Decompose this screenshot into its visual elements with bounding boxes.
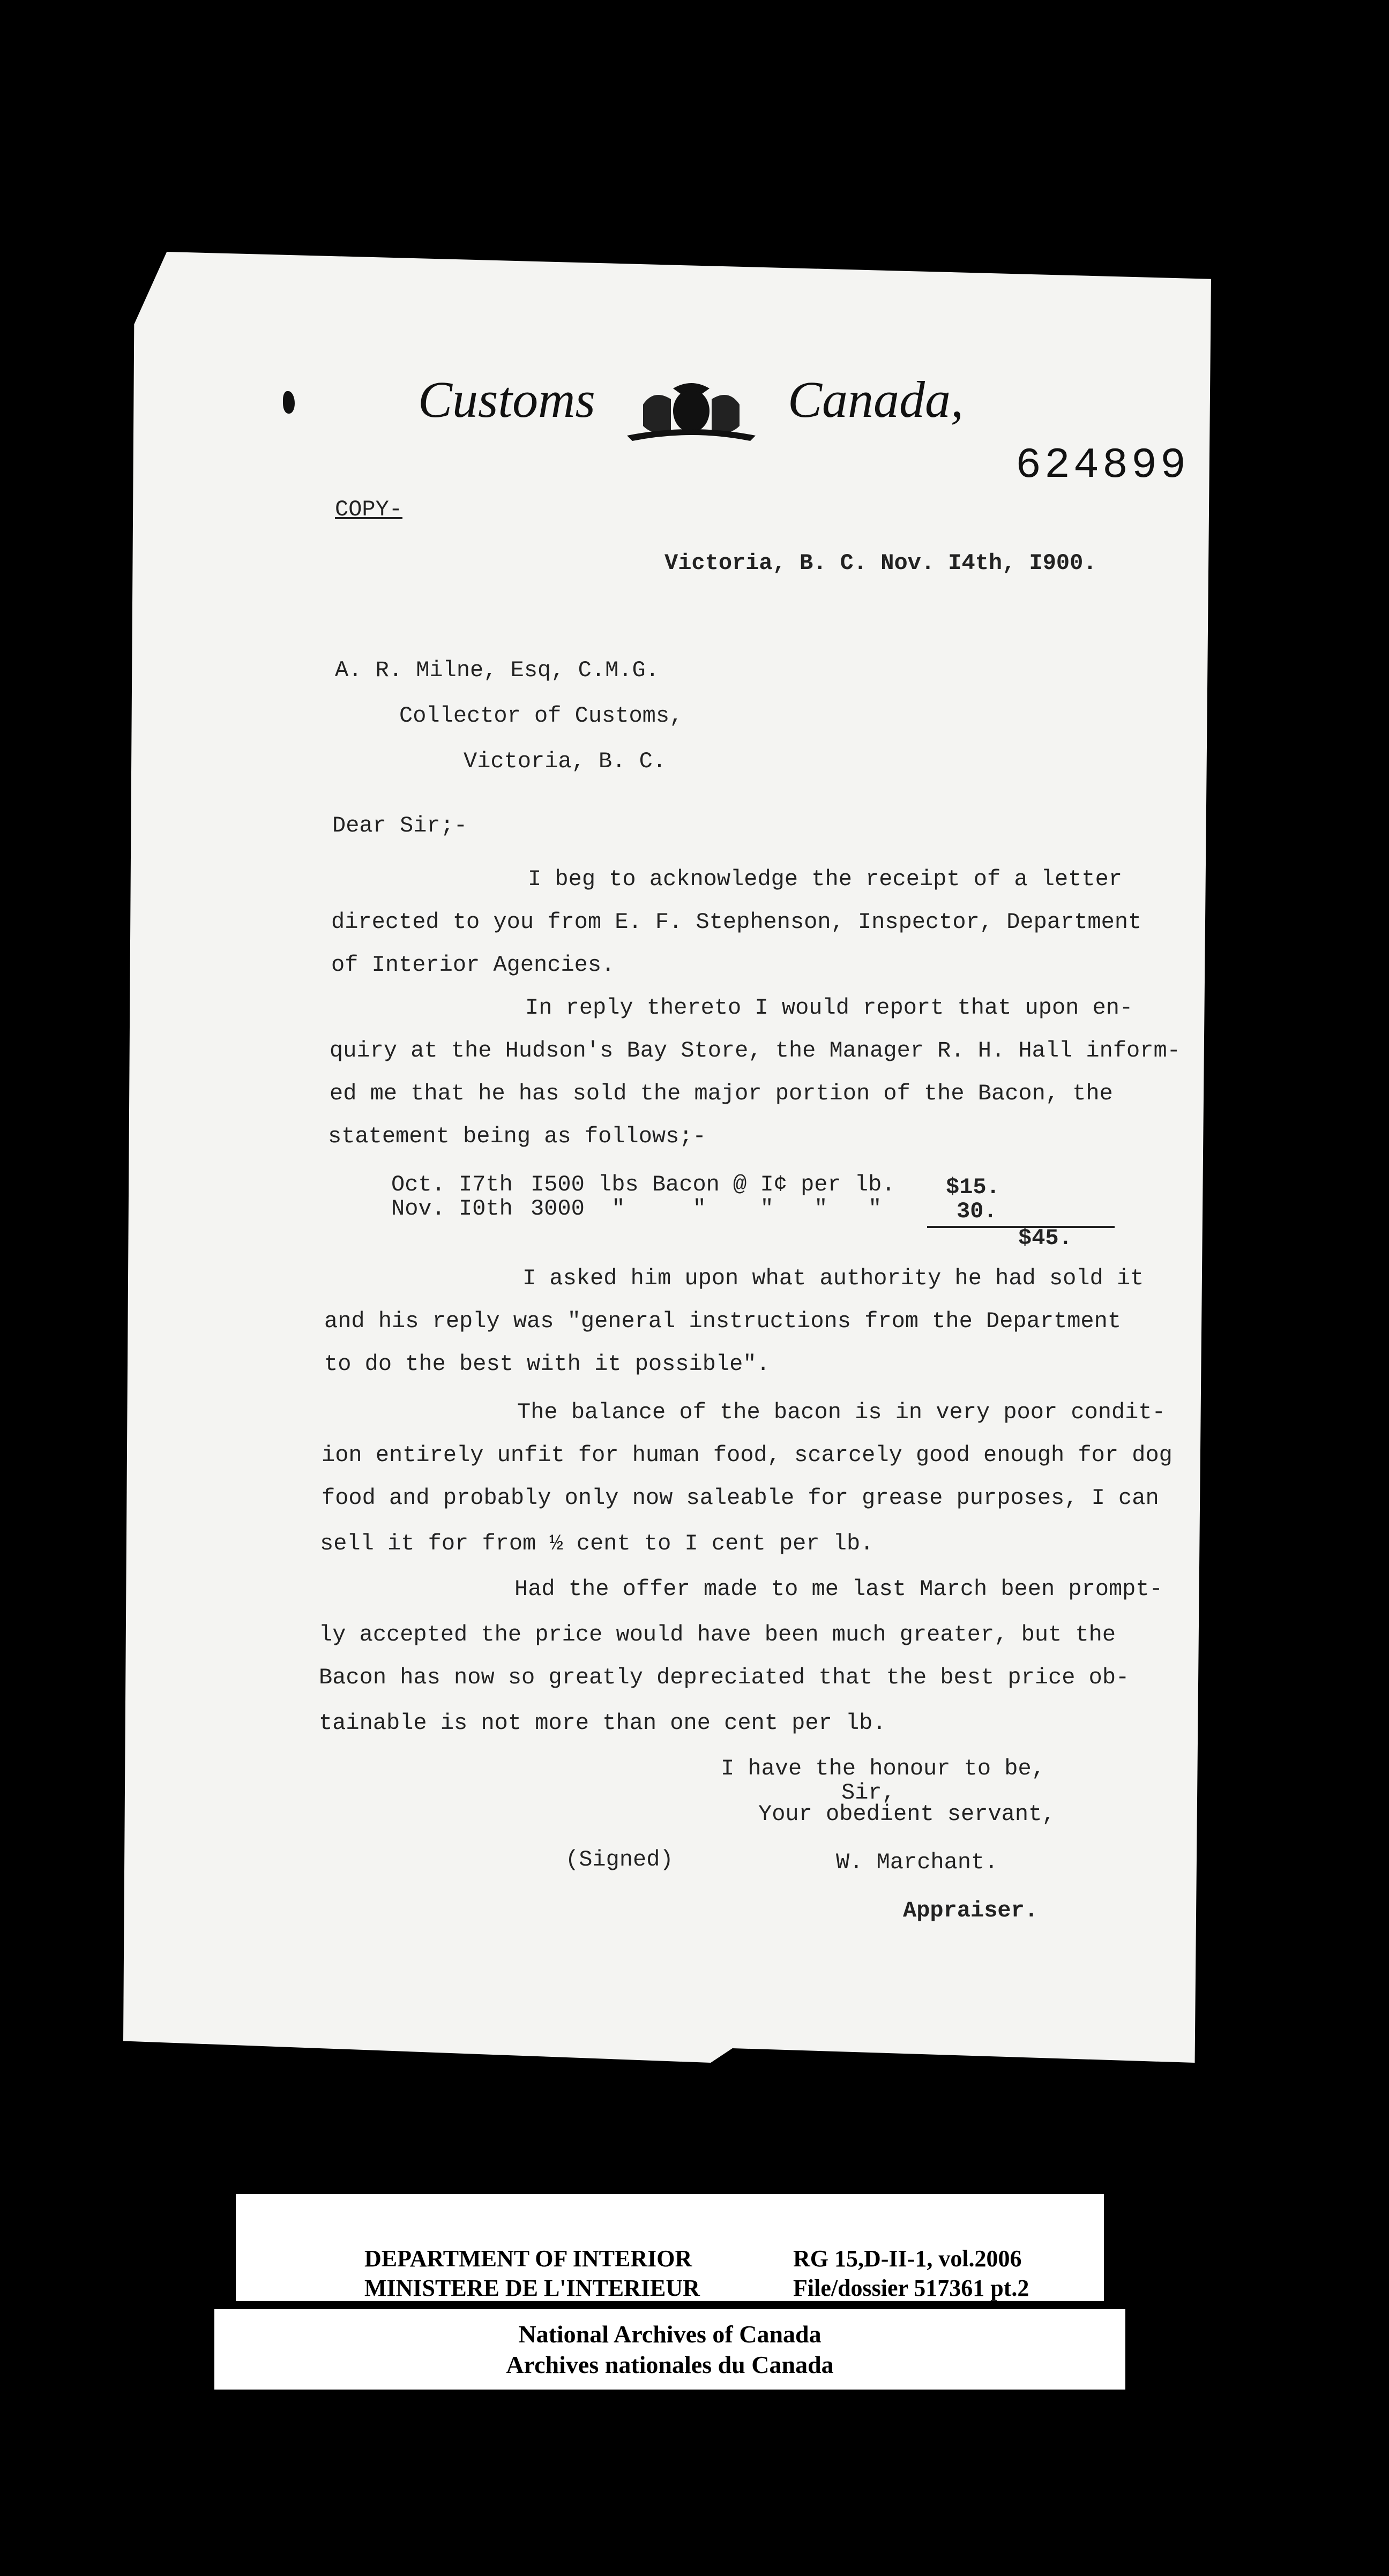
closing-servant: Your obedient servant, (758, 1801, 1056, 1827)
signer-title: Appraiser. (903, 1898, 1039, 1923)
body-line: sell it for from ½ cent to I cent per lb. (320, 1531, 874, 1556)
date-line: Victoria, B. C. Nov. I4th, I900. (664, 550, 1097, 576)
body-line: Had the offer made to me last March been prompt- (514, 1576, 1163, 1602)
body-line: directed to you from E. F. Stephenson, Inspector, Department (331, 909, 1142, 935)
body-line: statement being as follows;- (328, 1124, 706, 1149)
closing-sir: Sir, (841, 1780, 895, 1806)
body-line: to do the best with it possible". (324, 1351, 770, 1377)
statement-quantity: I500 lbs Bacon @ I¢ per lb. (531, 1172, 895, 1197)
record-group: RG 15,D-II-1, vol.2006 (793, 2245, 1022, 2272)
statement-date: Oct. I7th (391, 1172, 513, 1197)
statement-total: $45. (1018, 1225, 1072, 1251)
statement-amount: $15. (946, 1174, 1000, 1200)
signer-name: W. Marchant. (836, 1849, 998, 1875)
body-line: I beg to acknowledge the receipt of a letter (528, 866, 1122, 892)
letterhead-customs: Customs (418, 371, 595, 428)
file-dossier: File/dossier 517361 pt.2 (793, 2275, 1029, 2301)
salutation: Dear Sir;- (332, 813, 468, 838)
archive-reference-card (236, 2194, 1104, 2301)
archives-fr: Archives nationales du Canada (506, 2351, 834, 2378)
body-line: of Interior Agencies. (331, 952, 615, 978)
body-line: I asked him upon what authority he had sold it (522, 1265, 1144, 1291)
statement-date: Nov. I0th (391, 1196, 513, 1222)
royal-crest-icon (622, 378, 761, 442)
addressee-name: A. R. Milne, Esq, C.M.G. (335, 657, 659, 683)
ink-mark (283, 391, 295, 414)
file-number: 624899 (1015, 441, 1190, 490)
archives-en: National Archives of Canada (518, 2320, 822, 2348)
body-line: Bacon has now so greatly depreciated that the best price ob- (319, 1665, 1130, 1690)
letterhead-canada: Canada, (788, 371, 964, 428)
department-en: DEPARTMENT OF INTERIOR (364, 2245, 692, 2272)
statement-quantity: 3000 " " " " " (531, 1196, 882, 1222)
body-line: In reply thereto I would report that upon en- (525, 995, 1133, 1021)
copy-label: COPY- (335, 497, 403, 522)
body-line: food and probably only now saleable for grease purposes, I can (322, 1485, 1159, 1511)
body-line: ion entirely unfit for human food, scarcely good enough for dog (322, 1442, 1173, 1468)
body-line: ly accepted the price would have been much greater, but the (319, 1622, 1116, 1648)
signed-label: (Signed) (565, 1847, 674, 1873)
body-line: quiry at the Hudson's Bay Store, the Manager R. H. Hall inform- (330, 1038, 1181, 1064)
letter-page (123, 252, 1211, 2063)
archives-card (214, 2309, 1125, 2390)
body-line: tainable is not more than one cent per lb. (319, 1710, 886, 1736)
department-fr: MINISTERE DE L'INTERIEUR (364, 2275, 700, 2301)
body-line: and his reply was "general instructions from the Department (324, 1308, 1122, 1334)
closing-line: I have the honour to be, (721, 1756, 1045, 1781)
addressee-city: Victoria, B. C. (464, 748, 667, 774)
body-line: The balance of the bacon is in very poor condit- (517, 1399, 1166, 1425)
statement-amount: 30. (957, 1199, 997, 1224)
addressee-title: Collector of Customs, (399, 703, 683, 729)
body-line: ed me that he has sold the major portion of the Bacon, the (330, 1081, 1113, 1106)
